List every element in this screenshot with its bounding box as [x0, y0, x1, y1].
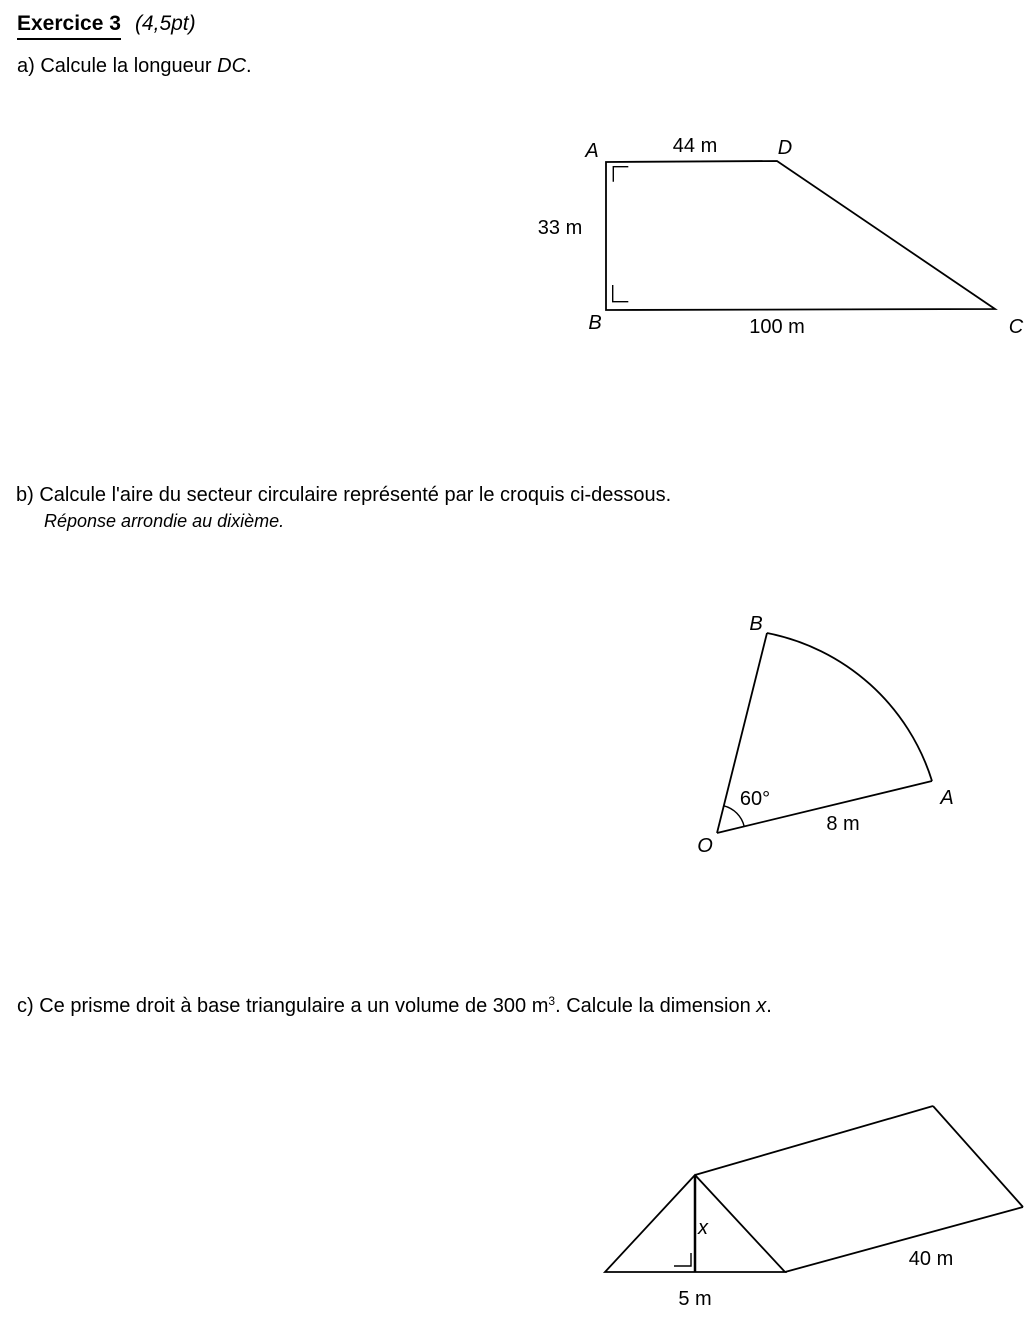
vertex-label-c: C	[1008, 316, 1024, 338]
vertex-label-b: B	[588, 312, 602, 334]
exercise-header	[17, 11, 196, 40]
sector-figure	[658, 593, 993, 868]
vertex-label-a: A	[585, 140, 599, 162]
right-angle-mark-a	[613, 167, 628, 182]
question-b: b) Calcule l'aire du secteur circulaire représenté par le croquis ci-dessous.	[16, 484, 672, 506]
height-label: x	[698, 1217, 708, 1239]
prism-figure	[583, 1088, 1033, 1320]
center-label-o: O	[697, 835, 713, 857]
measure-bottom: 100 m	[749, 316, 805, 338]
question-a-variable: DC	[217, 55, 247, 77]
right-angle-mark-height	[674, 1253, 691, 1266]
base-label: 5 m	[678, 1288, 712, 1310]
question-a-text: a) Calcule la longueur	[17, 55, 218, 77]
exercise-points: (4,5pt)	[134, 12, 196, 35]
angle-value: 60°	[739, 788, 771, 810]
measure-left: 33 m	[537, 217, 583, 239]
prism-back-slope	[933, 1106, 1023, 1207]
right-angle-mark-b	[613, 285, 629, 302]
question-b-note: Réponse arrondie au dixième.	[44, 511, 285, 531]
exercise-title: Exercice 3	[17, 11, 121, 40]
point-label-a: A	[940, 787, 954, 809]
vertex-label-d: D	[777, 137, 793, 159]
point-label-b: B	[749, 613, 763, 635]
question-a-period: .	[246, 55, 252, 77]
question-c-mid: . Calcule la dimension	[555, 995, 757, 1017]
question-c-variable: x	[756, 995, 767, 1017]
trapezoid-outline	[606, 161, 995, 310]
length-label: 40 m	[908, 1248, 954, 1270]
question-c	[17, 989, 772, 1019]
radius-value: 8 m	[826, 813, 860, 835]
measure-top: 44 m	[672, 135, 718, 157]
question-c-exponent: 3	[548, 994, 556, 1008]
question-c-text: c) Ce prisme droit à base triangulaire a un volume de 300 m	[17, 995, 549, 1017]
prism-bottom-edge	[785, 1207, 1023, 1272]
sector-arc	[767, 633, 932, 781]
prism-top-ridge	[695, 1106, 933, 1175]
trapezoid-figure	[528, 126, 1033, 346]
question-a	[17, 54, 252, 79]
question-c-period: .	[766, 995, 772, 1017]
